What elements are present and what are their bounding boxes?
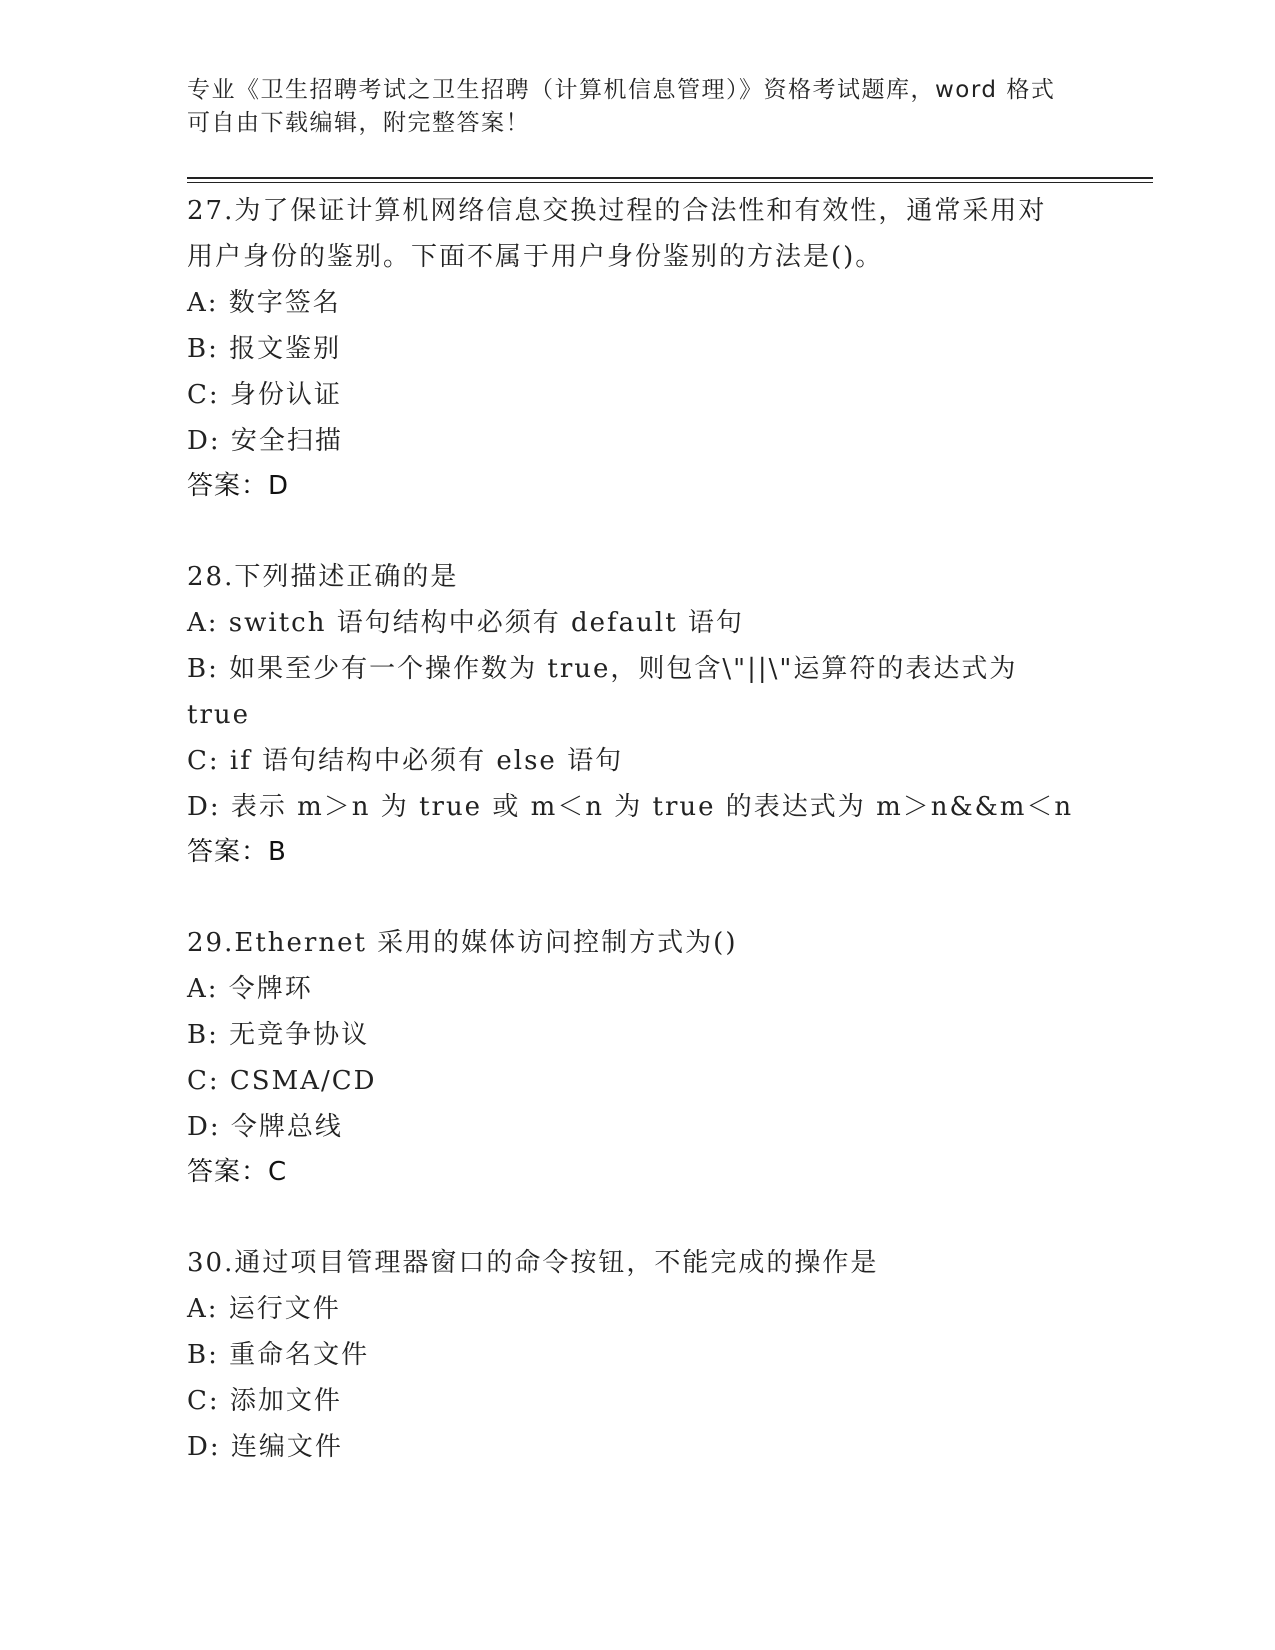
document-header (187, 74, 1087, 140)
option-c: C: CSMA/CD (187, 1066, 377, 1096)
option-b: B: 重命名文件 (187, 1340, 370, 1370)
question-spacer (187, 508, 1087, 554)
question-stem-line: 29.Ethernet 采用的媒体访问控制方式为() (187, 928, 738, 958)
option-d: D: 连编文件 (187, 1432, 343, 1462)
option-d: D: 表示 m＞n 为 true 或 m＜n 为 true 的表达式为 m＞n&&m＜n (187, 792, 1074, 822)
option-a: A: switch 语句结构中必须有 default 语句 (187, 608, 744, 638)
header-rule-thin (187, 182, 1153, 183)
option-a: A: 令牌环 (187, 974, 313, 1004)
question-stem-line: 30.通过项目管理器窗口的命令按钮，不能完成的操作是 (187, 1248, 879, 1278)
question-list (187, 188, 1087, 1470)
option-b: B: 如果至少有一个操作数为 true，则包含\"||\"运算符的表达式为 (187, 654, 1018, 684)
option-b-continued: true (187, 700, 251, 730)
question-30 (187, 1240, 1087, 1470)
option-d: D: 令牌总线 (187, 1112, 343, 1142)
option-c: C: if 语句结构中必须有 else 语句 (187, 746, 624, 776)
question-spacer (187, 1194, 1087, 1240)
header-line-2: 可自由下载编辑，附完整答案！ (187, 110, 530, 136)
option-a: A: 数字签名 (187, 288, 341, 318)
header-rule-thick (187, 177, 1153, 179)
question-spacer (187, 874, 1087, 920)
answer-label: 答案：D (187, 471, 290, 501)
option-c: C: 添加文件 (187, 1386, 342, 1416)
option-b: B: 无竞争协议 (187, 1020, 370, 1050)
question-stem-line: 用户身份的鉴别。下面不属于用户身份鉴别的方法是()。 (187, 242, 884, 272)
answer-label: 答案：B (187, 837, 287, 867)
question-27 (187, 188, 1087, 508)
option-a: A: 运行文件 (187, 1294, 341, 1324)
option-d: D: 安全扫描 (187, 426, 343, 456)
option-c: C: 身份认证 (187, 380, 342, 410)
question-28 (187, 554, 1087, 874)
answer-label: 答案：C (187, 1157, 288, 1187)
question-stem-line: 27.为了保证计算机网络信息交换过程的合法性和有效性，通常采用对 (187, 196, 1047, 226)
header-line-1: 专业《卫生招聘考试之卫生招聘（计算机信息管理）》资格考试题库，word 格式 (187, 77, 1056, 103)
question-stem-line: 28.下列描述正确的是 (187, 562, 459, 592)
option-b: B: 报文鉴别 (187, 334, 342, 364)
question-29 (187, 920, 1087, 1194)
